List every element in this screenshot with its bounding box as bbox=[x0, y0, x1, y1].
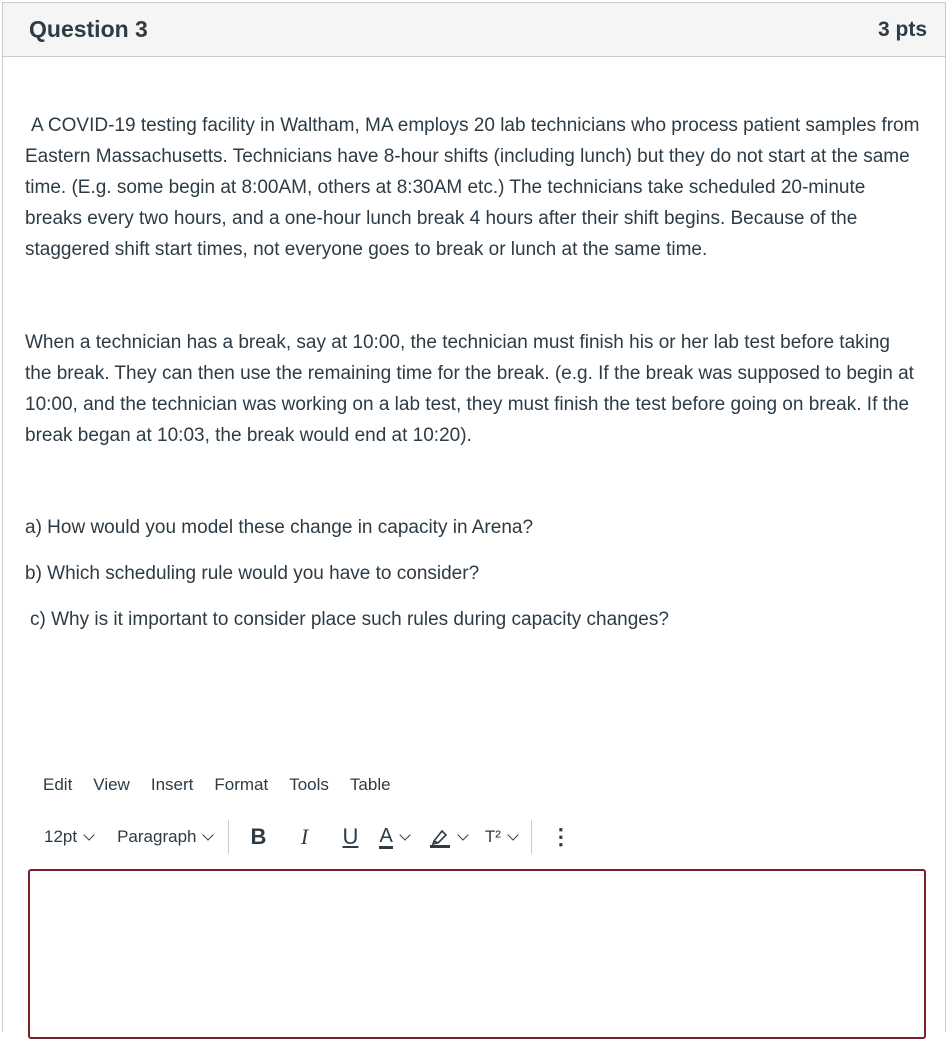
italic-icon: I bbox=[300, 824, 309, 849]
question-paragraph-1: A COVID-19 testing facility in Waltham, MA employs 20 lab technicians who process patient samples from Eastern Massachusetts. Technicians have 8-hour shifts (including lunch) but they do not start at the same time. (E.g. some begin at 8:00AM, others at 8:30AM etc.) The technicians take scheduled 20-minute breaks every two hours, and a one-hour lunch break 4 hours after their shift begins. Because of the staggered shift start times, not everyone goes to break or lunch at the same time. bbox=[25, 115, 920, 260]
chevron-down-icon bbox=[203, 829, 214, 840]
sub-question-b: b) Which scheduling rule would you have to consider? bbox=[25, 563, 480, 584]
underline-icon: U bbox=[342, 824, 359, 849]
menu-table[interactable]: Table bbox=[349, 775, 391, 794]
superscript-icon: T² bbox=[484, 827, 501, 846]
editor-toolbar bbox=[44, 820, 572, 854]
superscript-button[interactable] bbox=[485, 827, 517, 847]
more-icon: ⋮ bbox=[549, 824, 572, 849]
question-title: Question 3 bbox=[29, 16, 148, 42]
question-paragraph-2: When a technician has a break, say at 10:00, the technician must finish his or her lab test before taking the break. They can then use the remaining time for the break. (e.g. If the break was supposed to begin at 10:00, and the technician was working on a lab test, they must finish the test before going on break. If the break began at 10:03, the break would end at 10:20). bbox=[25, 332, 914, 446]
toolbar-divider bbox=[531, 820, 532, 854]
menu-insert[interactable]: Insert bbox=[150, 775, 194, 794]
toolbar-divider bbox=[228, 820, 229, 854]
question-points: 3 pts bbox=[877, 17, 927, 41]
font-size-dropdown[interactable] bbox=[44, 827, 93, 847]
chevron-down-icon bbox=[507, 829, 518, 840]
font-size-value: 12pt bbox=[44, 827, 78, 846]
chevron-down-icon bbox=[457, 829, 468, 840]
text-color-icon: A bbox=[379, 824, 393, 847]
menu-format[interactable]: Format bbox=[214, 775, 269, 794]
question-text bbox=[25, 110, 920, 635]
menu-view[interactable]: View bbox=[93, 775, 130, 794]
text-color-button[interactable] bbox=[379, 826, 408, 849]
sub-question-a: a) How would you model these change in capacity in Arena? bbox=[25, 517, 534, 538]
menu-tools[interactable]: Tools bbox=[289, 775, 329, 794]
underline-button[interactable] bbox=[327, 824, 373, 850]
editor-menubar bbox=[41, 775, 410, 795]
bold-icon: B bbox=[250, 824, 267, 849]
chevron-down-icon bbox=[83, 829, 94, 840]
block-format-value: Paragraph bbox=[117, 827, 197, 846]
sub-question-c: c) Why is it important to consider place such rules during capacity changes? bbox=[30, 609, 669, 630]
answer-editor-content[interactable] bbox=[30, 871, 924, 991]
highlight-color-button[interactable] bbox=[429, 826, 467, 848]
highlighter-icon bbox=[429, 826, 451, 848]
block-format-dropdown[interactable] bbox=[117, 827, 212, 847]
menu-edit[interactable]: Edit bbox=[43, 775, 73, 794]
question-header bbox=[3, 3, 945, 57]
bold-button[interactable] bbox=[235, 824, 281, 850]
chevron-down-icon bbox=[399, 829, 410, 840]
more-options-button[interactable] bbox=[550, 824, 572, 850]
italic-button[interactable] bbox=[281, 824, 327, 850]
answer-editor-area[interactable] bbox=[28, 869, 926, 1039]
